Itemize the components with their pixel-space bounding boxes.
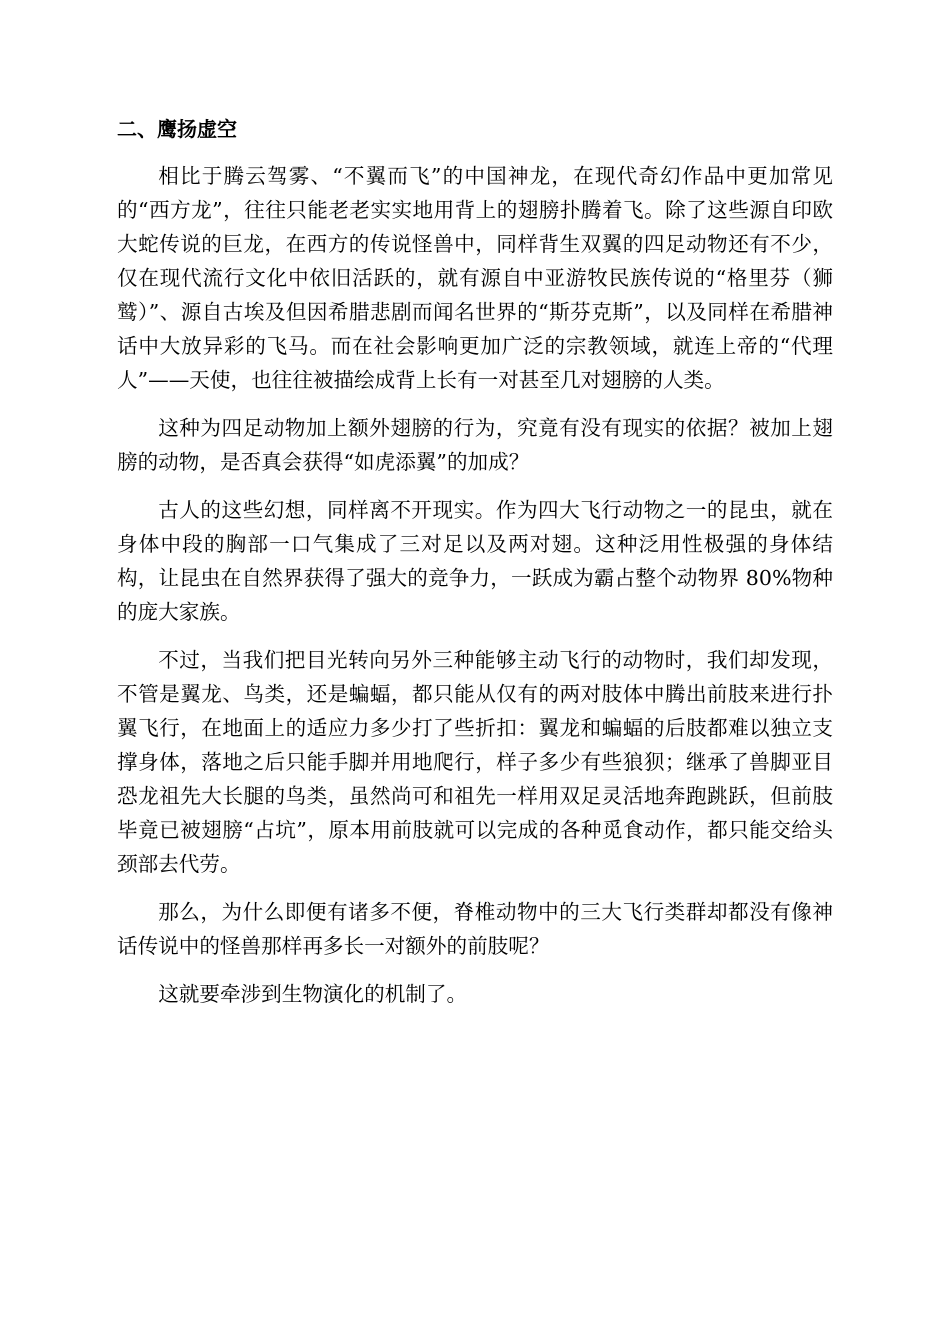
- paragraph-3: 古人的这些幻想，同样离不开现实。作为四大飞行动物之一的昆虫，就在身体中段的胸部一口气集成了三对足以及两对翅。这种泛用性极强的身体结构，让昆虫在自然界获得了强大的竞争力，一跃成为霸占整个动物界 80%物种的庞大家族。: [117, 498, 833, 624]
- paragraph-1: 相比于腾云驾雾、“不翼而飞”的中国神龙，在现代奇幻作品中更加常见的“西方龙”，往往只能老老实实地用背上的翅膀扑腾着飞。除了这些源自印欧大蛇传说的巨龙，在西方的传说怪兽中，同样背生双翼的四足动物还有不少，仅在现代流行文化中依旧活跃的，就有源自中亚游牧民族传说的“格里芬（狮鹫）”、源自古埃及但因希腊悲剧而闻名世界的“斯芬克斯”，以及同样在希腊神话中大放异彩的飞马。而在社会影响更加广泛的宗教领域，就连上帝的“代理人”——天使，也往往被描绘成背上长有一对甚至几对翅膀的人类。: [117, 164, 833, 392]
- paragraph-2: 这种为四足动物加上额外翅膀的行为，究竟有没有现实的依据？被加上翅膀的动物，是否真会获得“如虎添翼”的加成？: [117, 416, 833, 474]
- paragraph-4: 不过，当我们把目光转向另外三种能够主动飞行的动物时，我们却发现，不管是翼龙、鸟类，还是蝙蝠，都只能从仅有的两对肢体中腾出前肢来进行扑翼飞行，在地面上的适应力多少打了些折扣：翼龙和蝙蝠的后肢都难以独立支撑身体，落地之后只能手脚并用地爬行，样子多少有些狼狈；继承了兽脚亚目恐龙祖先大长腿的鸟类，虽然尚可和祖先一样用双足灵活地奔跑跳跃，但前肢毕竟已被翅膀“占坑”，原本用前肢就可以完成的各种觅食动作，都只能交给头颈部去代劳。: [117, 648, 833, 876]
- section-title: 二、鹰扬虚空: [117, 117, 237, 141]
- paragraph-5: 那么，为什么即便有诸多不便，脊椎动物中的三大飞行类群却都没有像神话传说中的怪兽那样再多长一对额外的前肢呢？: [117, 900, 833, 958]
- paragraph-6: 这就要牵涉到生物演化的机制了。: [158, 982, 468, 1006]
- document-page: [117, 112, 833, 1025]
